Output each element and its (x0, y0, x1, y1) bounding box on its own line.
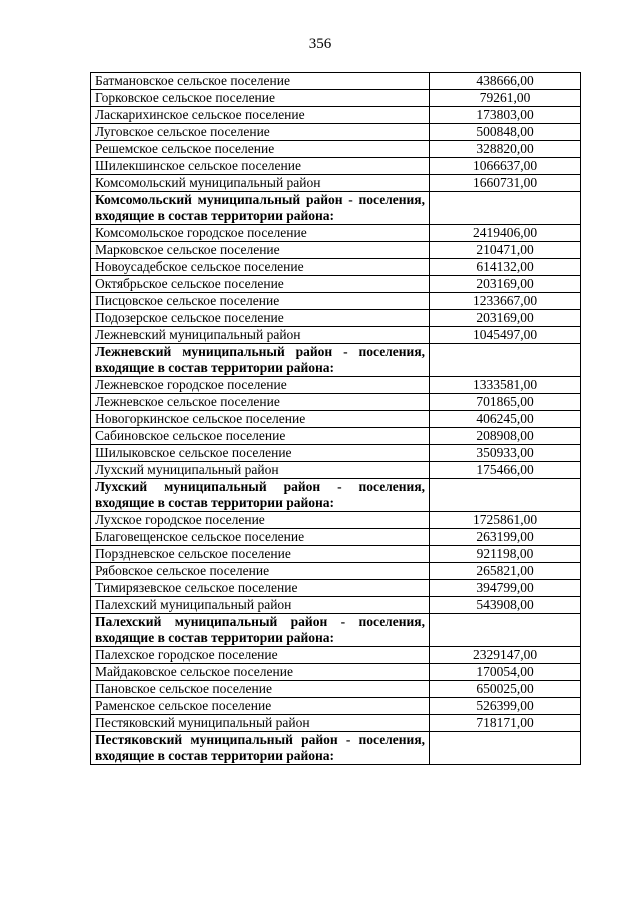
settlement-name-cell: Новогоркинское сельское поселение (91, 411, 430, 428)
table-row (91, 73, 581, 90)
amount-cell (430, 479, 581, 512)
settlement-name-cell: Октябрьское сельское поселение (91, 276, 430, 293)
settlement-name-cell: Лухский муниципальный район (91, 462, 430, 479)
settlement-name-cell: Сабиновское сельское поселение (91, 428, 430, 445)
table-row (91, 276, 581, 293)
table-row (91, 512, 581, 529)
settlement-name-cell: Решемское сельское поселение (91, 141, 430, 158)
amount-cell: 718171,00 (430, 715, 581, 732)
amount-cell: 526399,00 (430, 698, 581, 715)
settlement-name-cell: Лежневское сельское поселение (91, 394, 430, 411)
settlement-name-cell: Лежневское городское поселение (91, 377, 430, 394)
settlement-name-cell: Писцовское сельское поселение (91, 293, 430, 310)
amount-cell: 210471,00 (430, 242, 581, 259)
table-row (91, 411, 581, 428)
settlement-name-cell: Горковское сельское поселение (91, 90, 430, 107)
table-row (91, 580, 581, 597)
amount-cell: 173803,00 (430, 107, 581, 124)
settlement-name-cell: Благовещенское сельское поселение (91, 529, 430, 546)
amount-cell: 406245,00 (430, 411, 581, 428)
amount-cell: 263199,00 (430, 529, 581, 546)
amount-cell: 543908,00 (430, 597, 581, 614)
amount-cell: 438666,00 (430, 73, 581, 90)
amount-cell: 2329147,00 (430, 647, 581, 664)
table-row (91, 377, 581, 394)
amount-cell: 1725861,00 (430, 512, 581, 529)
table-row (91, 293, 581, 310)
settlement-name-cell: Майдаковское сельское поселение (91, 664, 430, 681)
district-section-header-row (91, 344, 581, 377)
table-row (91, 394, 581, 411)
table-row (91, 242, 581, 259)
settlement-name-cell: Рябовское сельское поселение (91, 563, 430, 580)
amount-cell: 701865,00 (430, 394, 581, 411)
amount-cell: 203169,00 (430, 276, 581, 293)
amount-cell: 170054,00 (430, 664, 581, 681)
amount-cell: 1233667,00 (430, 293, 581, 310)
table-body (91, 73, 581, 765)
settlement-name-cell: Шилекшинское сельское поселение (91, 158, 430, 175)
amount-cell: 1066637,00 (430, 158, 581, 175)
table-row (91, 327, 581, 344)
settlement-name-cell: Пестяковский муниципальный район (91, 715, 430, 732)
table-row (91, 647, 581, 664)
amount-cell: 921198,00 (430, 546, 581, 563)
section-header-cell: Комсомольский муниципальный район - поселения, входящие в состав территории района: (91, 192, 430, 225)
table-row (91, 445, 581, 462)
section-header-cell: Палехский муниципальный район - поселения, входящие в состав территории района: (91, 614, 430, 647)
settlement-name-cell: Луговское сельское поселение (91, 124, 430, 141)
amount-cell: 175466,00 (430, 462, 581, 479)
settlement-name-cell: Лежневский муниципальный район (91, 327, 430, 344)
table-row (91, 124, 581, 141)
district-section-header-row (91, 192, 581, 225)
district-section-header-row (91, 732, 581, 765)
settlement-name-cell: Батмановское сельское поселение (91, 73, 430, 90)
table-row (91, 428, 581, 445)
amount-cell (430, 732, 581, 765)
amount-cell: 350933,00 (430, 445, 581, 462)
table-row (91, 259, 581, 276)
table-row (91, 310, 581, 327)
settlement-name-cell: Пановское сельское поселение (91, 681, 430, 698)
district-section-header-row (91, 479, 581, 512)
amount-cell: 203169,00 (430, 310, 581, 327)
table-row (91, 681, 581, 698)
settlement-name-cell: Комсомольский муниципальный район (91, 175, 430, 192)
settlement-name-cell: Лухское городское поселение (91, 512, 430, 529)
table-row (91, 175, 581, 192)
settlement-name-cell: Палехское городское поселение (91, 647, 430, 664)
settlement-name-cell: Шилыковское сельское поселение (91, 445, 430, 462)
settlement-name-cell: Новоусадебское сельское поселение (91, 259, 430, 276)
amount-cell (430, 614, 581, 647)
amount-cell (430, 344, 581, 377)
amount-cell (430, 192, 581, 225)
settlement-name-cell: Комсомольское городское поселение (91, 225, 430, 242)
settlement-name-cell: Тимирязевское сельское поселение (91, 580, 430, 597)
amount-cell: 614132,00 (430, 259, 581, 276)
budget-allocation-table (90, 72, 581, 765)
table-row (91, 225, 581, 242)
settlement-name-cell: Порздневское сельское поселение (91, 546, 430, 563)
table-row (91, 158, 581, 175)
table-row (91, 597, 581, 614)
settlement-name-cell: Палехский муниципальный район (91, 597, 430, 614)
table-row (91, 529, 581, 546)
table-row (91, 563, 581, 580)
table-row (91, 90, 581, 107)
amount-cell: 79261,00 (430, 90, 581, 107)
amount-cell: 394799,00 (430, 580, 581, 597)
amount-cell: 2419406,00 (430, 225, 581, 242)
page-number: 356 (308, 36, 332, 52)
table-row (91, 462, 581, 479)
amount-cell: 500848,00 (430, 124, 581, 141)
district-section-header-row (91, 614, 581, 647)
section-header-cell: Лежневский муниципальный район - поселения, входящие в состав территории района: (91, 344, 430, 377)
amount-cell: 650025,00 (430, 681, 581, 698)
settlement-name-cell: Подозерское сельское поселение (91, 310, 430, 327)
table-row (91, 546, 581, 563)
table-row (91, 715, 581, 732)
table-row (91, 107, 581, 124)
amount-cell: 1660731,00 (430, 175, 581, 192)
amount-cell: 1045497,00 (430, 327, 581, 344)
amount-cell: 208908,00 (430, 428, 581, 445)
settlement-name-cell: Раменское сельское поселение (91, 698, 430, 715)
amount-cell: 265821,00 (430, 563, 581, 580)
settlement-name-cell: Марковское сельское поселение (91, 242, 430, 259)
table-row (91, 698, 581, 715)
section-header-cell: Лухский муниципальный район - поселения, входящие в состав территории района: (91, 479, 430, 512)
amount-cell: 1333581,00 (430, 377, 581, 394)
settlement-name-cell: Ласкарихинское сельское поселение (91, 107, 430, 124)
table-row (91, 664, 581, 681)
section-header-cell: Пестяковский муниципальный район - поселения, входящие в состав территории района: (91, 732, 430, 765)
table-row (91, 141, 581, 158)
amount-cell: 328820,00 (430, 141, 581, 158)
